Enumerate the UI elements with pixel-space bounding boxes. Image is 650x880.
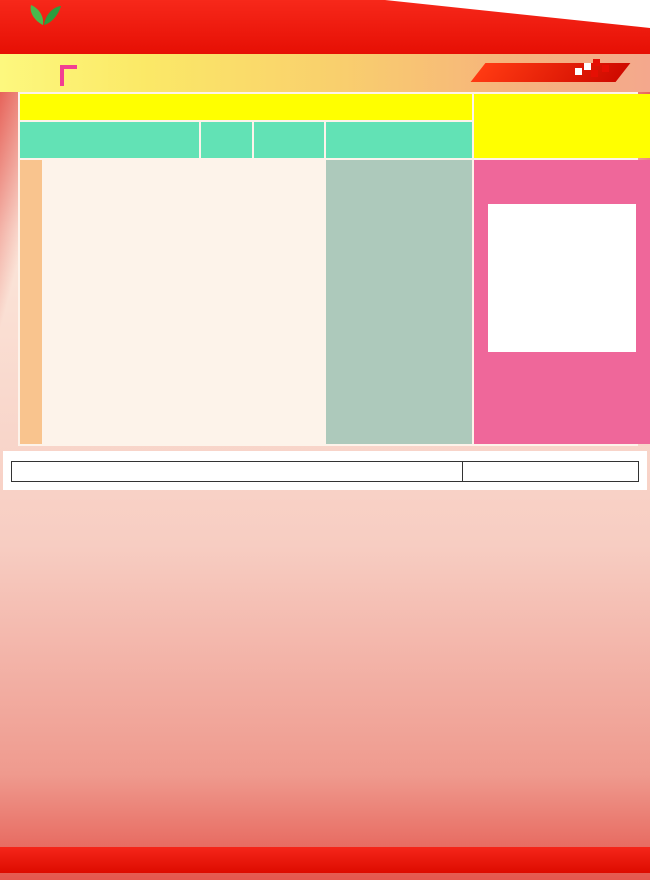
header-misc-fees (326, 122, 472, 158)
qr-code (488, 204, 636, 352)
contact-header-region (12, 462, 463, 482)
header-campus-major (20, 122, 199, 158)
red-arrow-decoration (471, 63, 631, 82)
title-banner (0, 54, 650, 92)
header-quota (201, 122, 252, 158)
pixel-decoration (575, 68, 582, 75)
contact-header-row (12, 462, 639, 482)
campus-label (20, 160, 42, 444)
university-cell (474, 160, 650, 444)
contact-header-phone (463, 462, 639, 482)
admission-table (18, 92, 638, 446)
school-logo (10, 3, 80, 34)
header (0, 0, 650, 54)
footer-address-bar (0, 847, 650, 873)
info-panel (3, 451, 647, 490)
header-tuition (254, 122, 324, 158)
header-zhongzhuan (20, 94, 472, 120)
green-leaf-logo-icon (21, 3, 69, 29)
header-university (474, 94, 650, 158)
contact-table (11, 461, 639, 482)
pink-corner-bracket (60, 65, 77, 86)
misc-fees-cell (326, 160, 472, 444)
